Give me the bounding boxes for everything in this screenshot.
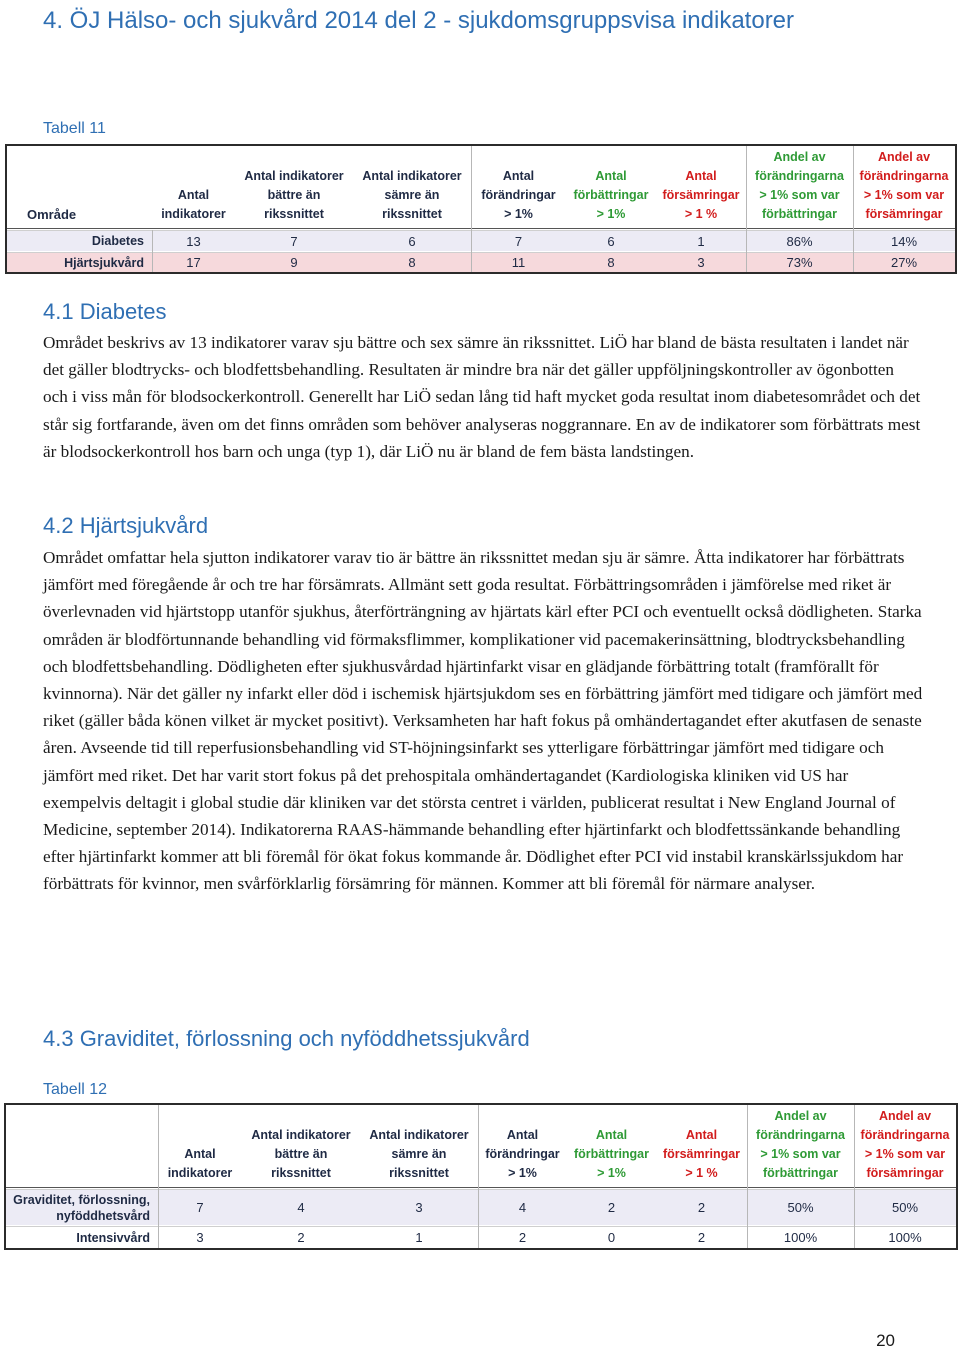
- table-cell: 13: [186, 233, 201, 249]
- table-cell: 8: [408, 255, 416, 270]
- table-cell: 0: [607, 1230, 616, 1245]
- table-12: [4, 1103, 958, 1250]
- column-separator: [471, 146, 472, 272]
- header-divider: [7, 228, 955, 229]
- page-heading: 4. ÖJ Hälso- och sjukvård 2014 del 2 - sjukdomsgruppsvisa indikatorer: [43, 7, 795, 34]
- header-divider: [6, 1187, 956, 1188]
- section-4-2-title: 4.2 Hjärtsjukvård: [43, 513, 209, 538]
- table-row: [7, 230, 955, 251]
- table-12-header: [6, 1105, 956, 1187]
- table-cell: 8: [607, 255, 615, 270]
- table-row: [7, 252, 955, 272]
- table-cell: 17: [186, 255, 201, 270]
- column-separator: [478, 1105, 479, 1248]
- table-cell: 100%: [888, 1230, 922, 1245]
- table-cell: 6: [408, 233, 416, 249]
- section-4-3-title: 4.3 Graviditet, förlossning och nyföddhetssjukvård: [43, 1026, 530, 1051]
- col-header-andel-forbattringar: Andel av förändringarna > 1% som var förbättringar: [755, 150, 844, 221]
- table-cell: 14%: [890, 233, 918, 249]
- col-header-antal-indikatorer: Antal indikatorer: [161, 188, 226, 221]
- row-label: Graviditet, förlossning, nyföddhetsvård: [13, 1192, 150, 1223]
- col-header-antal-indikatorer: Antal indikatorer: [167, 1147, 233, 1180]
- table-cell: 2: [697, 1230, 706, 1245]
- column-separator: [854, 1105, 855, 1248]
- col-header-andel-forsamringar: Andel av förändringarna > 1% som var försämringar: [859, 150, 949, 221]
- table-cell: 3: [697, 255, 705, 270]
- table-11-caption: Tabell 11: [43, 120, 106, 137]
- table-cell: 1: [415, 1230, 423, 1245]
- column-separator: [853, 146, 854, 272]
- table-11-header: [7, 146, 955, 228]
- table-cell: 2: [697, 1200, 706, 1215]
- table-12-caption: Tabell 12: [43, 1081, 108, 1098]
- table-cell: 50%: [891, 1200, 919, 1215]
- table-cell: 3: [196, 1230, 204, 1245]
- table-cell: 9: [290, 255, 298, 270]
- table-row: [6, 1226, 956, 1248]
- table-cell: 6: [607, 233, 615, 249]
- col-header-forbattringar: Antal förbättringar > 1%: [574, 1128, 649, 1180]
- col-header-forsamringar: Antal försämringar > 1 %: [662, 169, 740, 221]
- table-cell: 27%: [890, 255, 918, 270]
- table-cell: 4: [297, 1200, 305, 1215]
- section-4-1-title: 4.1 Diabetes: [43, 299, 167, 324]
- col-header-forandringar: Antal förändringar > 1%: [481, 169, 556, 221]
- col-header-battre: Antal indikatorer bättre än rikssnittet: [251, 1128, 351, 1180]
- table-cell: 86%: [786, 233, 813, 249]
- column-separator: [747, 1105, 748, 1248]
- table-cell: 73%: [786, 255, 813, 270]
- table-cell: 11: [511, 255, 526, 270]
- col-header-forbattringar: Antal förbättringar > 1%: [573, 169, 649, 221]
- col-header-empty: [6, 1105, 158, 1187]
- table-cell: 2: [607, 1200, 616, 1215]
- table-cell: 1: [697, 233, 705, 249]
- row-label: Intensivvård: [76, 1230, 150, 1245]
- table-cell: 7: [290, 233, 298, 249]
- col-header-samre: Antal indikatorer sämre än rikssnittet: [362, 169, 462, 221]
- table-cell: 50%: [787, 1200, 814, 1215]
- table-cell: 2: [518, 1230, 527, 1245]
- col-header-forsamringar: Antal försämringar > 1 %: [662, 1128, 741, 1180]
- table-cell: 100%: [783, 1230, 818, 1245]
- page-number: 20: [876, 1331, 895, 1350]
- table-cell: 7: [514, 233, 523, 249]
- col-header-andel-forsamringar: Andel av förändringarna > 1% som var försämringar: [860, 1109, 950, 1180]
- section-4-1-text: Området beskrivs av 13 indikatorer varav sju bättre och sex sämre än rikssnittet. LiÖ har bland de bästa resultaten i landet när det gäller blodtrycks- och blodfettsbehandling. Resultaten är mindre bra när det gäller uppföljningskontroller av ögonbotten och i viss mån för blodsockerkontroll. Generellt har LiÖ sedan lång tid haft mycket goda resultat inom diabetesområdet och det står sig fortfarande, även om det finns områden som behöver analyseras noggrannare. En av de indikatorer som förbättrats mest är blodsockerkontroll hos barn och unga (typ 1), där LiÖ nu är bland de fem bästa landstingen.: [43, 333, 921, 461]
- col-header-omrade: Område: [27, 207, 77, 222]
- column-separator: [152, 230, 153, 272]
- table-cell: 4: [518, 1200, 527, 1215]
- col-header-battre: Antal indikatorer bättre än rikssnittet: [244, 169, 344, 221]
- row-label: Diabetes: [91, 234, 144, 248]
- table-cell: 7: [196, 1200, 204, 1215]
- table-cell: 2: [297, 1230, 305, 1245]
- col-header-forandringar: Antal förändringar > 1%: [485, 1128, 560, 1180]
- table-cell: 3: [415, 1200, 423, 1215]
- col-header-andel-forbattringar: Andel av förändringarna > 1% som var förbättringar: [756, 1109, 845, 1180]
- row-label: Hjärtsjukvård: [64, 255, 144, 270]
- col-header-samre: Antal indikatorer sämre än rikssnittet: [369, 1128, 469, 1180]
- column-separator: [746, 146, 747, 272]
- column-separator: [158, 1105, 159, 1248]
- table-row: [6, 1189, 956, 1225]
- section-4-2-text: Området omfattar hela sjutton indikatorer varav tio är bättre än rikssnittet medan sju är sämre. Åtta indikatorer har förbättrats jämfört med föregående år och tre har försämrats. Allmänt sett goda resultat. Förbättringsområden i jämförelse med riket är överlevnaden vid hjärtstopp utanför sjukhus, återförträngning av hjärtats kärl efter PCI och eventuellt också dödligheten. Starka områden är blodförtunnande behandling vid förmaksflimmer, komplikationer vid pacemakerinsättning, blodtrycksbehandling och blodfettsbehandling. Dödligheten efter sjukhusvårdad hjärtinfarkt visar en glädjande förbättring totalt (framförallt för kvinnorna). När det gäller ny infarkt eller död i ischemisk hjärtsjukdom ses en förbättring jämfört med tidigare och jämfört med riket (gäller båda könen vilket är mycket positivt). Verksamheten har haft fokus på omhändertagandet efter akutfasen de senaste åren. Avseende tid till reperfusionsbehandling vid ST-höjningsinfarkt ses ytterligare förbättringar jämfört med tidigare och jämfört med riket. Det har varit stort fokus på det prehospitala omhändertagandet (Kardiologiska kliniken vid US har exempelvis deltagit i global studie där kliniken var det största centret i världen, publicerat resultat i New England Journal of Medicine, september 2014). Indikatorerna RAAS-hämmande behandling efter hjärtinfarkt och blodfettssänkande behandling efter hjärtinfarkt kommer att bli föremål för ökat fokus kommande år. Dödlighet efter PCI vid instabil kranskärlssjukdom har förbättrats för kvinnor, men svårförklarlig försämring för männen. Kommer att bli föremål för närmare analyser.: [43, 548, 923, 894]
- table-11: [5, 144, 957, 274]
